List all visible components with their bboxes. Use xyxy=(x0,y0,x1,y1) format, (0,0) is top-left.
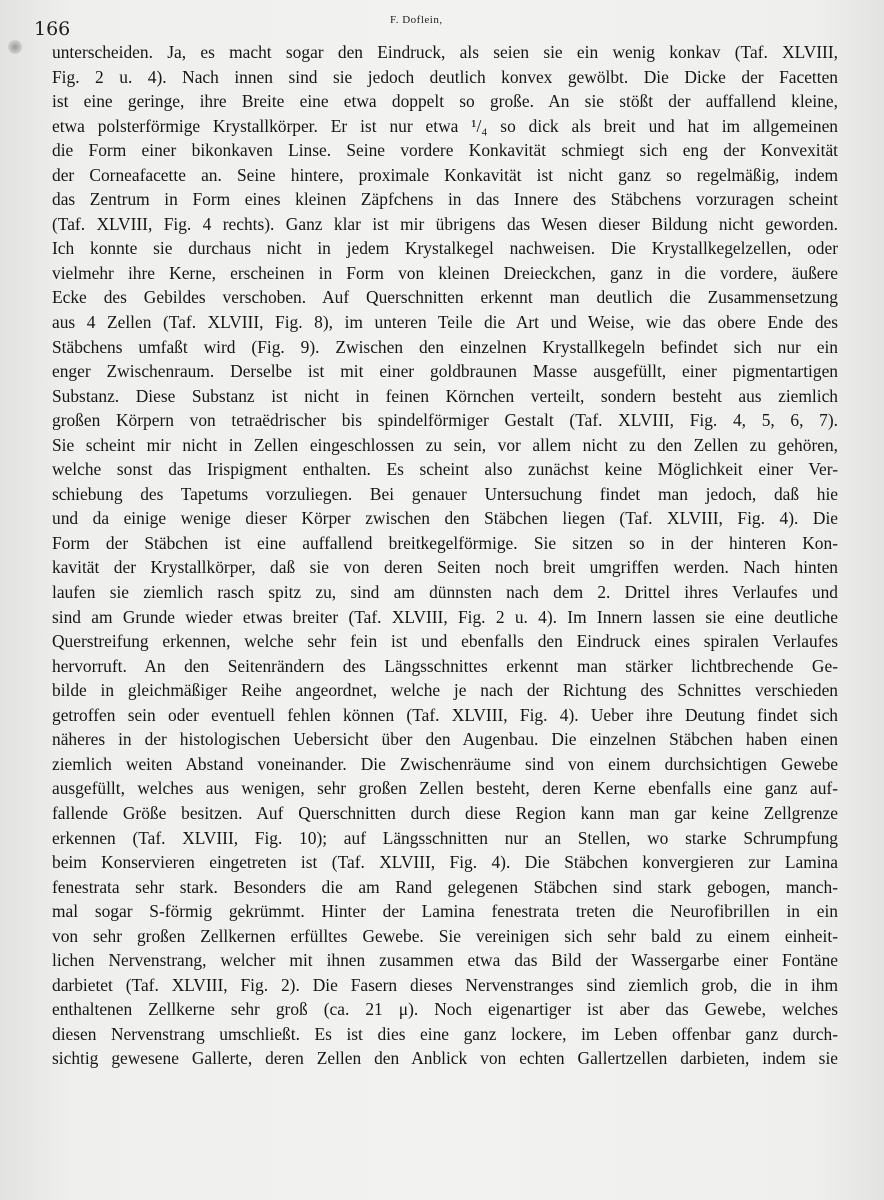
body-text xyxy=(52,40,838,1071)
text-line: Form der Stäbchen ist eine auffallend breitkegelförmige. Sie sitzen so in der hinteren Kon- xyxy=(52,532,838,553)
paper-blemish xyxy=(8,40,22,54)
text-line: aus 4 Zellen (Taf. XLVIII, Fig. 8), im unteren Teile die Art und Weise, wie das obere Ende des xyxy=(52,312,838,333)
text-line: Substanz. Diese Substanz ist nicht in feinen Körnchen verteilt, sondern besteht aus ziemlich xyxy=(52,385,838,406)
page-number: 166 xyxy=(34,18,71,40)
text-line: der Corneafacette an. Seine hintere, proximale Konkavität ist nicht ganz so regelmäßig, indem xyxy=(52,164,838,185)
text-line: mal sogar S-förmig gekrümmt. Hinter der Lamina fenestrata treten die Neurofibrillen in ein xyxy=(52,901,838,922)
text-line: und da einige wenige dieser Körper zwischen den Stäbchen liegen (Taf. XLVIII, Fig. 4). Die xyxy=(52,508,838,529)
text-line: diesen Nervenstrang umschließt. Es ist dies eine ganz lockere, im Leben offenbar ganz durch- xyxy=(52,1023,838,1044)
text-line: unterscheiden. Ja, es macht sogar den Eindruck, als seien sie ein wenig konkav (Taf. XLVIII, xyxy=(52,42,838,62)
text-line: enger Zwischenraum. Derselbe ist mit einer goldbraunen Masse ausgefüllt, einer pigmentartigen xyxy=(52,361,838,382)
text-line: Stäbchens umfaßt wird (Fig. 9). Zwischen den einzelnen Krystallkegeln befindet sich nur ein xyxy=(52,336,838,357)
text-line: Querstreifung erkennen, welche sehr fein ist und ebenfalls den Eindruck eines spiralen Verlaufes xyxy=(52,631,838,652)
text-line: schiebung des Tapetums vorzuliegen. Bei genauer Untersuchung findet man jedoch, daß hie xyxy=(52,483,838,504)
text-line: Ich konnte sie durchaus nicht in jedem Krystalkegel nachweisen. Die Krystallkegelzellen, oder xyxy=(52,238,838,259)
text-line: ziemlich weiten Abstand voneinander. Die Zwischenräume sind von einem durchsichtigen Gewebe xyxy=(52,753,838,774)
text-line: das Zentrum in Form eines kleinen Zäpfchens in das Innere des Stäbchens vorzuragen scheint xyxy=(52,189,838,210)
text-line: welche sonst das Irispigment enthalten. Es scheint also zunächst keine Möglichkeit einer Ver- xyxy=(52,459,838,480)
text-line: etwa polsterförmige Krystallkörper. Er ist nur etwa ¹/₄ so dick als breit und hat im allgemeinen xyxy=(52,115,838,136)
text-line: Fig. 2 u. 4). Nach innen sind sie jedoch deutlich konvex gewölbt. Die Dicke der Facetten xyxy=(52,66,838,87)
text-line: fenestrata sehr stark. Besonders die am Rand gelegenen Stäbchen sind stark gebogen, manch- xyxy=(52,876,838,897)
text-line: bilde in gleichmäßiger Reihe angeordnet, welche je nach der Richtung des Schnittes verschieden xyxy=(52,680,838,701)
text-line: (Taf. XLVIII, Fig. 4 rechts). Ganz klar ist mir übrigens das Wesen dieser Bildung nicht geworden. xyxy=(52,213,838,234)
text-line: hervorruft. An den Seitenrändern des Längsschnittes erkennt man stärker lichtbrechende Ge- xyxy=(52,655,838,676)
text-line: Ecke des Gebildes verschoben. Auf Querschnitten erkennt man deutlich die Zusammensetzung xyxy=(52,287,838,308)
text-line: sind am Grunde wieder etwas breiter (Taf. XLVIII, Fig. 2 u. 4). Im Innern lassen sie eine deutliche xyxy=(52,606,838,627)
text-line: kavität der Krystallkörper, daß sie von deren Seiten noch breit umgriffen werden. Nach hinten xyxy=(52,557,838,578)
running-head: F. Doflein, xyxy=(390,14,443,26)
text-line: ist eine geringe, ihre Breite eine etwa doppelt so große. An sie stößt der auffallend kleine, xyxy=(52,91,838,112)
text-line: großen Körpern von tetraëdrischer bis spindelförmiger Gestalt (Taf. XLVIII, Fig. 4, 5, 6, 7). xyxy=(52,410,838,431)
text-line: die Form einer bikonkaven Linse. Seine vordere Konkavität schmiegt sich eng der Konvexität xyxy=(52,140,838,161)
text-line: sichtig gewesene Gallerte, deren Zellen den Anblick von echten Gallertzellen darbieten, indem sie xyxy=(52,1048,838,1069)
text-line: beim Konservieren eingetreten ist (Taf. XLVIII, Fig. 4). Die Stäbchen konvergieren zur Lamina xyxy=(52,852,838,873)
text-line: ausgefüllt, welches aus wenigen, sehr großen Zellen besteht, deren Kerne ebenfalls eine ganz auf- xyxy=(52,778,838,799)
text-line: Sie scheint mir nicht in Zellen eingeschlossen zu sein, vor allem nicht zu den Zellen zu gehören, xyxy=(52,434,838,455)
text-line: laufen sie ziemlich rasch spitz zu, sind am dünnsten nach dem 2. Drittel ihres Verlaufes und xyxy=(52,582,838,603)
text-line: darbietet (Taf. XLVIII, Fig. 2). Die Fasern dieses Nervenstranges sind ziemlich grob, die in ihm xyxy=(52,974,838,995)
text-line: erkennen (Taf. XLVIII, Fig. 10); auf Längsschnitten nur an Stellen, wo starke Schrumpfung xyxy=(52,827,838,848)
text-line: vielmehr ihre Kerne, erscheinen in Form von kleinen Dreieckchen, ganz in die vordere, äußere xyxy=(52,262,838,283)
text-line: getroffen sein oder eventuell fehlen können (Taf. XLVIII, Fig. 4). Ueber ihre Deutung findet sich xyxy=(52,704,838,725)
text-line: enthaltenen Zellkerne sehr groß (ca. 21 μ). Noch eigenartiger ist aber das Gewebe, welches xyxy=(52,999,838,1020)
text-line: näheres in der histologischen Uebersicht über den Augenbau. Die einzelnen Stäbchen haben einen xyxy=(52,729,838,750)
text-line: von sehr großen Zellkernen erfülltes Gewebe. Sie vereinigen sich sehr bald zu einem einheit- xyxy=(52,925,838,946)
text-line: lichen Nervenstrang, welcher mit ihnen zusammen etwa das Bild der Wassergarbe einer Fontäne xyxy=(52,950,838,971)
text-line: fallende Größe besitzen. Auf Querschnitten durch diese Region kann man gar keine Zellgrenze xyxy=(52,802,838,823)
